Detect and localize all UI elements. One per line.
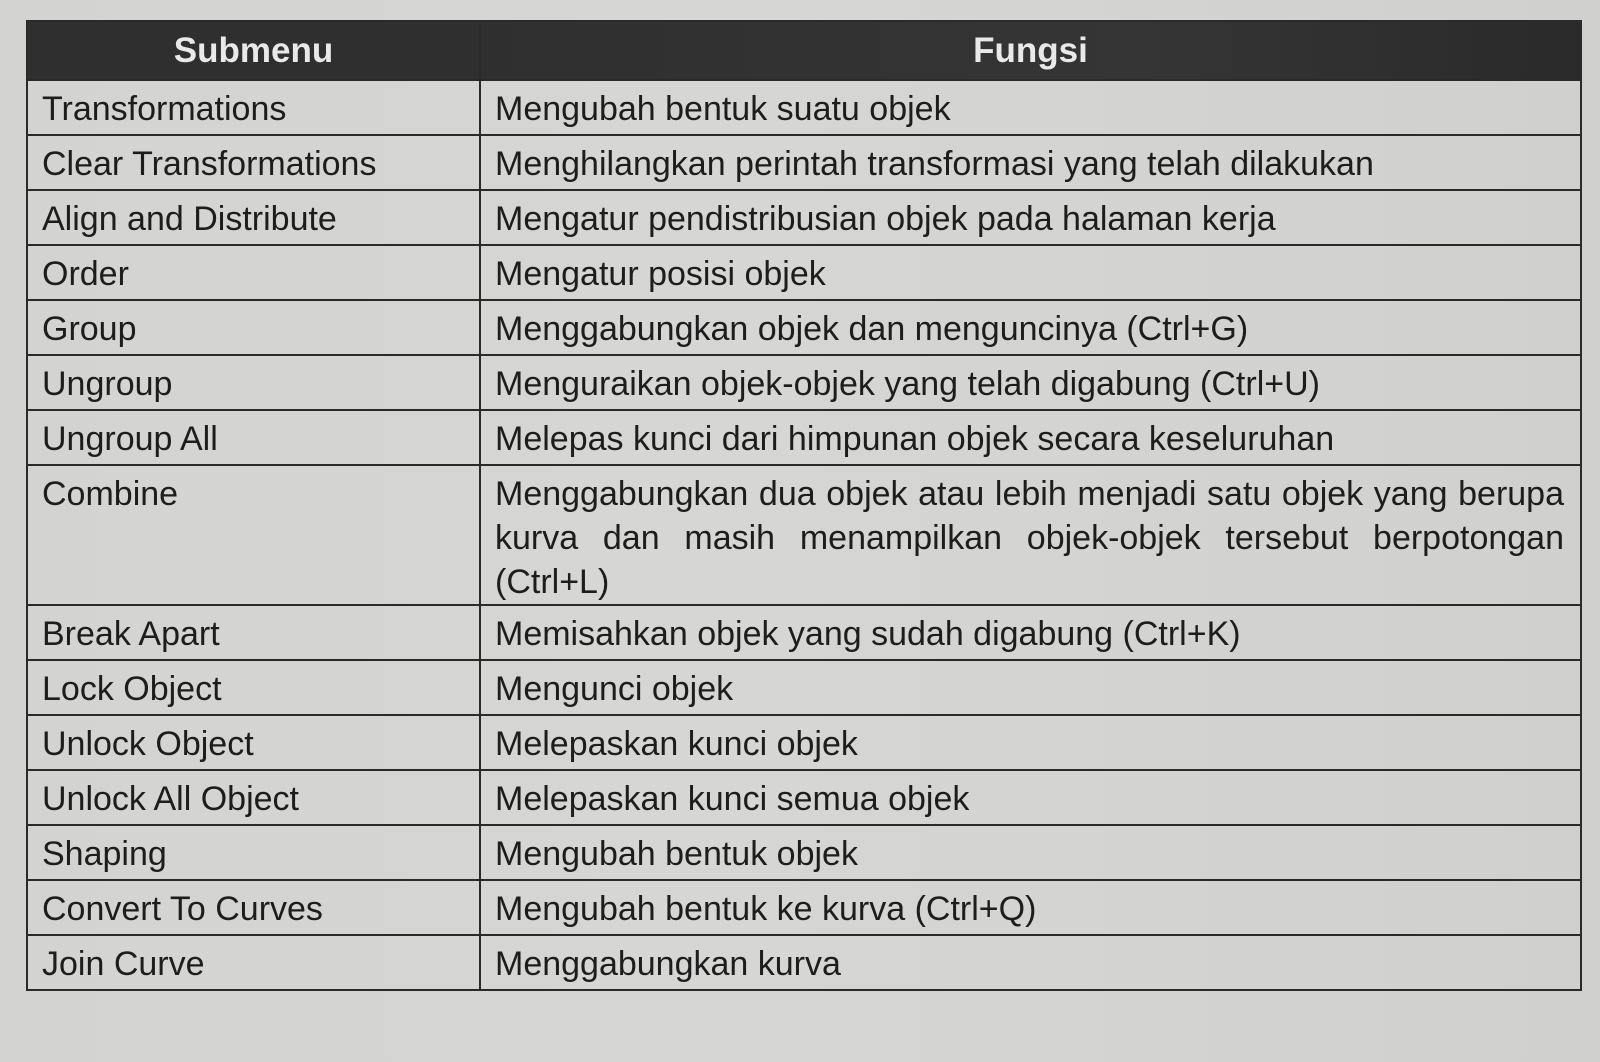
table-header-row [27, 21, 1581, 80]
table-row [27, 465, 1581, 605]
submenu-cell: Shaping [27, 825, 480, 880]
table-row [27, 245, 1581, 300]
submenu-cell: Align and Distribute [27, 190, 480, 245]
fungsi-cell: Mengubah bentuk ke kurva (Ctrl+Q) [480, 880, 1581, 935]
fungsi-cell: Mengatur pendistribusian objek pada halaman kerja [480, 190, 1581, 245]
fungsi-cell: Menggabungkan dua objek atau lebih menjadi satu objek yang berupa kurva dan masih menampilkan objek-objek tersebut berpotongan (Ctrl+L) [480, 465, 1581, 605]
header-fungsi: Fungsi [480, 21, 1581, 80]
fungsi-cell: Melepaskan kunci objek [480, 715, 1581, 770]
submenu-cell: Ungroup [27, 355, 480, 410]
table-row [27, 410, 1581, 465]
submenu-function-table [26, 20, 1582, 991]
table-row [27, 660, 1581, 715]
submenu-cell: Transformations [27, 80, 480, 135]
submenu-cell: Lock Object [27, 660, 480, 715]
table-row [27, 80, 1581, 135]
header-submenu: Submenu [27, 21, 480, 80]
submenu-cell: Ungroup All [27, 410, 480, 465]
fungsi-cell: Melepas kunci dari himpunan objek secara keseluruhan [480, 410, 1581, 465]
submenu-cell: Break Apart [27, 605, 480, 660]
table-row [27, 770, 1581, 825]
table-row [27, 935, 1581, 990]
fungsi-cell: Menguraikan objek-objek yang telah digabung (Ctrl+U) [480, 355, 1581, 410]
table-row [27, 715, 1581, 770]
table-row [27, 355, 1581, 410]
table-row [27, 190, 1581, 245]
fungsi-cell: Mengatur posisi objek [480, 245, 1581, 300]
table-row [27, 605, 1581, 660]
fungsi-cell: Mengunci objek [480, 660, 1581, 715]
fungsi-cell: Menghilangkan perintah transformasi yang telah dilakukan [480, 135, 1581, 190]
table-row [27, 880, 1581, 935]
submenu-cell: Unlock All Object [27, 770, 480, 825]
fungsi-cell: Mengubah bentuk suatu objek [480, 80, 1581, 135]
submenu-cell: Clear Transformations [27, 135, 480, 190]
table-header [27, 21, 1581, 80]
table-body [27, 80, 1581, 990]
submenu-cell: Order [27, 245, 480, 300]
table-row [27, 300, 1581, 355]
table-row [27, 135, 1581, 190]
submenu-cell: Group [27, 300, 480, 355]
fungsi-cell: Mengubah bentuk objek [480, 825, 1581, 880]
table-row [27, 825, 1581, 880]
submenu-cell: Unlock Object [27, 715, 480, 770]
submenu-cell: Join Curve [27, 935, 480, 990]
submenu-cell: Convert To Curves [27, 880, 480, 935]
submenu-cell: Combine [27, 465, 480, 605]
fungsi-cell: Melepaskan kunci semua objek [480, 770, 1581, 825]
fungsi-cell: Memisahkan objek yang sudah digabung (Ctrl+K) [480, 605, 1581, 660]
fungsi-cell: Menggabungkan objek dan menguncinya (Ctrl+G) [480, 300, 1581, 355]
fungsi-cell: Menggabungkan kurva [480, 935, 1581, 990]
